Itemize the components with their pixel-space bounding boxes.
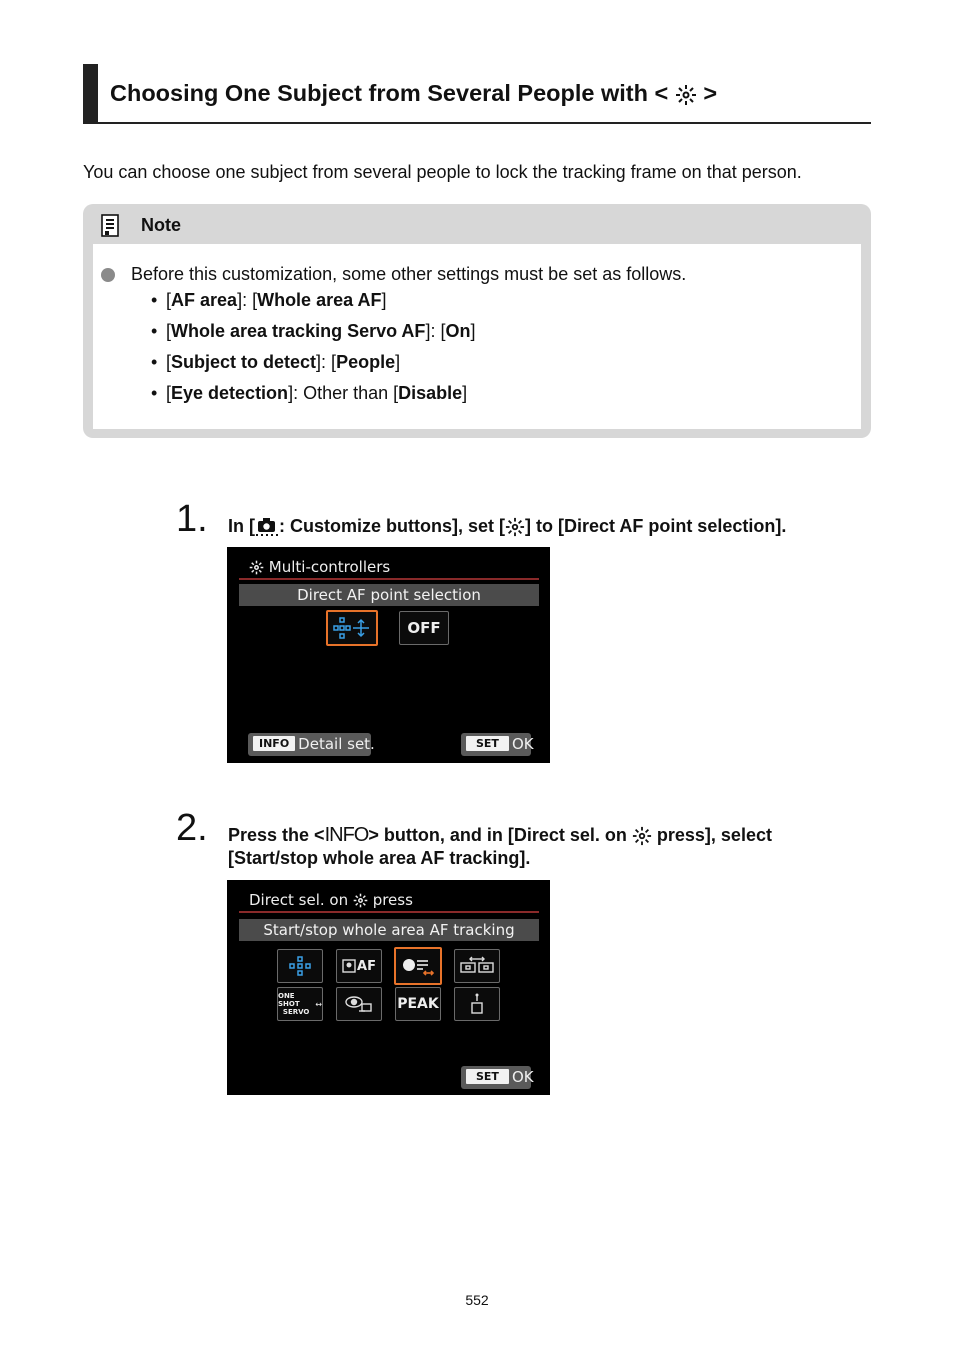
multi-controller-icon bbox=[353, 893, 368, 908]
multi-controller-icon bbox=[675, 84, 697, 106]
settings-list bbox=[151, 290, 475, 414]
eye-detection-option[interactable] bbox=[336, 987, 382, 1021]
list-item: • [Whole area tracking Servo AF]: [On] bbox=[151, 321, 475, 352]
multi-controller-icon bbox=[249, 560, 264, 575]
af-label: AF bbox=[357, 958, 376, 974]
af-area-switch-option[interactable] bbox=[454, 949, 500, 983]
section-heading bbox=[83, 64, 871, 124]
bullet-icon bbox=[101, 268, 115, 282]
info-button-label: INFO bbox=[324, 824, 369, 846]
tracking-icon bbox=[401, 955, 435, 977]
af-point-select-icon bbox=[333, 617, 371, 639]
step-2-text: Press the <INFO> button, and in [Direct sel. on press], select [Start/stop whole area AF tracking]. bbox=[228, 824, 772, 868]
detail-set-label: Detail set. bbox=[298, 735, 375, 753]
multi-controller-icon bbox=[505, 517, 525, 537]
ok-label: OK bbox=[511, 735, 534, 753]
note-text: Before this customization, some other settings must be set as follows. bbox=[131, 264, 687, 284]
set-key: SET bbox=[466, 1069, 509, 1084]
intro-text: You can choose one subject from several people to lock the tracking frame on that person. bbox=[83, 162, 802, 182]
set-ok-button[interactable] bbox=[461, 1066, 534, 1089]
step-2-number: 2. bbox=[176, 807, 208, 849]
list-item: • [Subject to detect]: [People] bbox=[151, 352, 475, 383]
camera-screen-multi-controllers bbox=[227, 547, 550, 763]
off-label: OFF bbox=[407, 619, 441, 637]
subject-af-option[interactable] bbox=[336, 949, 382, 983]
step-1-text: In [ : Customize buttons], set [ ] to [Direct AF point selection]. bbox=[228, 516, 787, 536]
direct-af-point-option[interactable] bbox=[326, 610, 378, 646]
multi-controller-icon bbox=[632, 826, 652, 846]
one-shot-servo-label: ONE SHOT SERVO bbox=[278, 992, 310, 1016]
screen-divider bbox=[239, 578, 539, 580]
note-icon bbox=[101, 214, 119, 237]
camera-custom-icon bbox=[255, 517, 279, 537]
off-option[interactable] bbox=[399, 611, 449, 645]
screen-divider bbox=[239, 911, 539, 913]
touch-icon bbox=[469, 993, 485, 1015]
list-item: • [AF area]: [Whole area AF] bbox=[151, 290, 475, 321]
start-stop-tracking-option[interactable] bbox=[394, 947, 442, 985]
subject-detect-icon bbox=[342, 959, 356, 973]
note-body bbox=[93, 244, 861, 429]
screen-title: Multi-controllers bbox=[249, 558, 390, 576]
note-box bbox=[83, 204, 871, 438]
one-shot-servo-option[interactable] bbox=[277, 987, 323, 1021]
page-number: 552 bbox=[465, 1292, 489, 1308]
custom-function-option[interactable] bbox=[454, 987, 500, 1021]
info-key: INFO bbox=[253, 736, 295, 751]
step-1-number: 1. bbox=[176, 498, 208, 540]
camera-screen-direct-sel bbox=[227, 880, 550, 1095]
ok-label: OK bbox=[511, 1068, 534, 1086]
af-area-icon bbox=[459, 956, 495, 976]
af-point-select-option[interactable] bbox=[277, 949, 323, 983]
info-detail-set-button[interactable] bbox=[248, 733, 375, 756]
eye-switch-icon bbox=[345, 995, 373, 1013]
selected-option-label: Start/stop whole area AF tracking bbox=[239, 919, 539, 941]
peaking-option[interactable] bbox=[395, 987, 441, 1021]
peak-label: PEAK bbox=[397, 996, 439, 1012]
section-title: Choosing One Subject from Several People with < > bbox=[110, 80, 718, 106]
screen-title: Direct sel. on press bbox=[249, 891, 413, 909]
set-key: SET bbox=[466, 736, 509, 751]
heading-bar bbox=[83, 64, 98, 122]
switch-arrow-icon: ↔ bbox=[315, 999, 322, 1009]
note-header bbox=[83, 204, 871, 244]
list-item: • [Eye detection]: Other than [Disable] bbox=[151, 383, 475, 414]
af-point-select-icon bbox=[287, 956, 313, 976]
set-ok-button[interactable] bbox=[461, 733, 534, 756]
selected-option-label: Direct AF point selection bbox=[239, 584, 539, 606]
note-title: Note bbox=[141, 215, 181, 235]
